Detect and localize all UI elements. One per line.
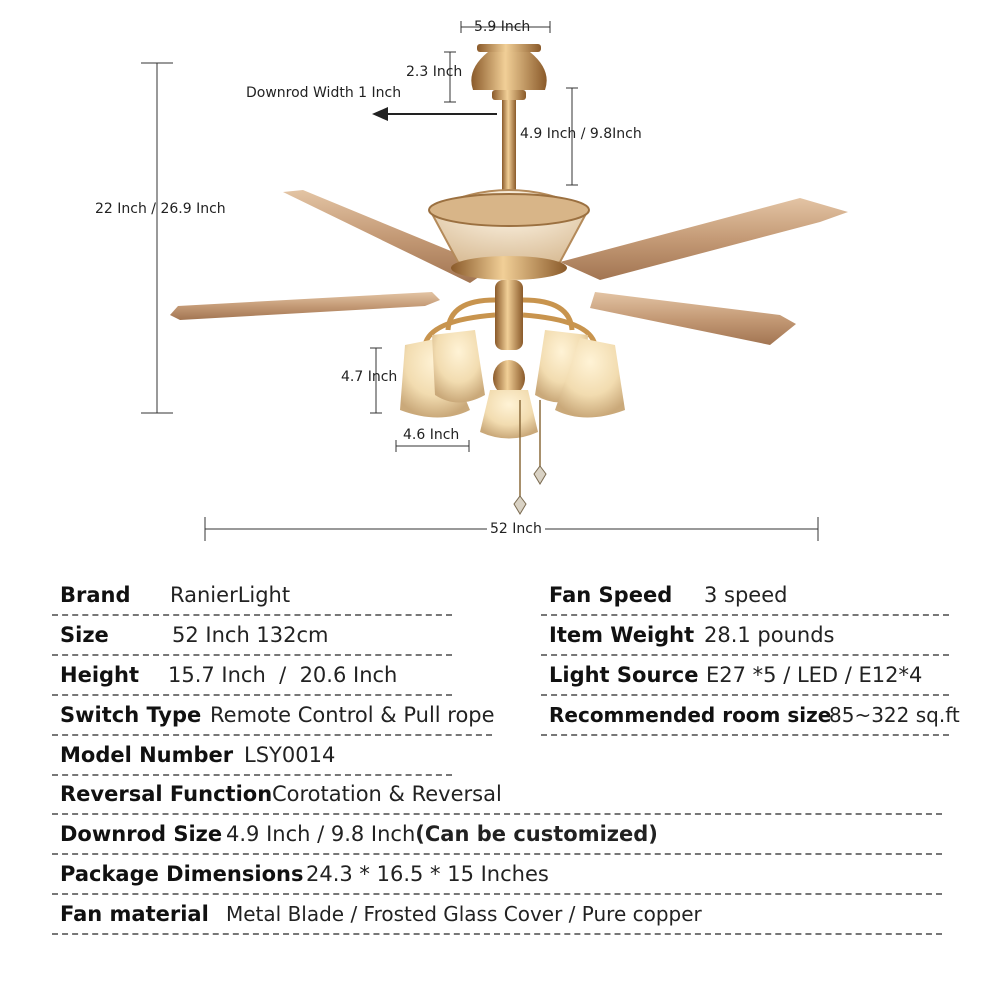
shade-height-label: 4.7 Inch <box>341 369 398 385</box>
spec-label: Item Weight <box>549 623 695 647</box>
spec-label: Recommended room size <box>549 703 832 727</box>
spec-value: 3 speed <box>704 583 788 607</box>
spec-label: Model Number <box>60 743 234 767</box>
spec-label: Fan Speed <box>549 583 673 607</box>
blade-left-lower <box>170 292 440 320</box>
spec-value-text: 4.9 Inch / 9.8 Inch <box>226 822 416 846</box>
ceiling-fan-illustration <box>170 44 848 514</box>
total-height-label: 22 Inch / 26.9 Inch <box>95 201 226 217</box>
spec-value: 52 Inch 132cm <box>172 623 329 647</box>
spec-value: Corotation & Reversal <box>272 782 502 806</box>
canopy-width-label: 5.9 Inch <box>474 19 531 35</box>
spec-label: Downrod Size <box>60 822 223 846</box>
span-label: 52 Inch <box>487 521 545 537</box>
spec-value: RanierLight <box>170 583 291 607</box>
spec-value-note: (Can be customized) <box>415 822 658 846</box>
spec-label: Package Dimensions <box>60 862 304 886</box>
dimension-lines <box>141 21 818 541</box>
spec-value: Metal Blade / Frosted Glass Cover / Pure copper <box>226 902 702 926</box>
downrod-width-arrow <box>372 107 497 121</box>
spec-label: Reversal Function <box>60 782 273 806</box>
spec-label: Brand <box>60 583 131 607</box>
blade-right-lower <box>590 292 796 345</box>
spec-value <box>226 822 658 846</box>
spec-value: E27 *5 / LED / E12*4 <box>706 663 923 687</box>
canopy-height-label: 2.3 Inch <box>406 64 463 80</box>
downrod-length-label: 4.9 Inch / 9.8Inch <box>520 126 642 142</box>
spec-value: 85~322 sq.ft <box>829 703 960 727</box>
shade-width-label: 4.6 Inch <box>403 427 460 443</box>
spec-label: Fan material <box>60 902 209 926</box>
spec-value: Remote Control & Pull rope <box>210 703 495 727</box>
spec-label: Light Source <box>549 663 699 687</box>
spec-value: LSY0014 <box>244 743 336 767</box>
spec-value: 28.1 pounds <box>704 623 835 647</box>
downrod-width-label: Downrod Width 1 Inch <box>246 85 402 101</box>
spec-label: Switch Type <box>60 703 202 727</box>
spec-value: 15.7 Inch / 20.6 Inch <box>168 663 398 687</box>
blade-right-upper <box>560 198 848 280</box>
spec-value: 24.3 * 16.5 * 15 Inches <box>306 862 549 886</box>
spec-label: Height <box>60 663 140 687</box>
spec-label: Size <box>60 623 109 647</box>
glass-shade <box>432 330 485 403</box>
glass-shade <box>480 390 538 439</box>
